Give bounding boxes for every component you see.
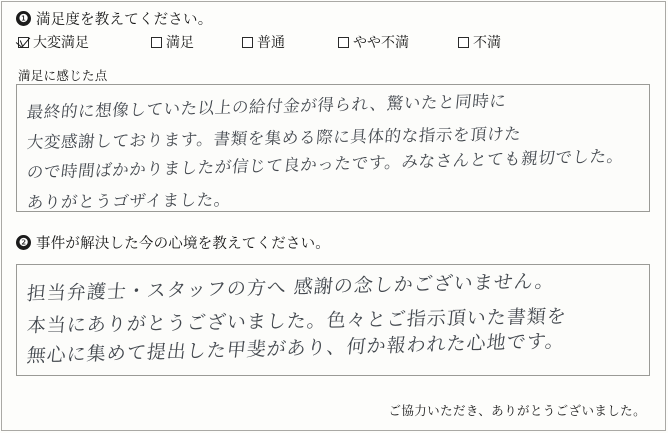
choice-label-dissatisfied: 不満 xyxy=(473,35,501,51)
question-2-number: ❷ xyxy=(16,235,31,250)
choice-option-somewhat-dissatisfied[interactable] xyxy=(338,32,409,52)
checkbox-dissatisfied[interactable] xyxy=(458,37,469,48)
question-1-heading xyxy=(16,8,212,29)
answer-box-question-2[interactable] xyxy=(16,264,650,376)
handwriting-line: 無心に集めて提出した甲斐があり、何か報われた心地です。 xyxy=(25,329,567,368)
checkbox-satisfied[interactable] xyxy=(151,37,162,48)
satisfaction-choice-group[interactable] xyxy=(18,32,648,54)
choice-option-satisfied[interactable] xyxy=(151,32,194,52)
question-1-number: ❶ xyxy=(16,11,31,26)
answer-box-question-1[interactable] xyxy=(16,84,650,212)
checkbox-neutral[interactable] xyxy=(242,37,253,48)
question-2-heading xyxy=(16,232,330,253)
handwriting-line: ので時間ばかかりましたが信じて良かったです。みなさんとても親切でした。 xyxy=(25,146,625,183)
choice-label-very-satisfied: 大変満足 xyxy=(33,35,89,51)
choice-label-somewhat-dissatisfied: やや不満 xyxy=(353,35,409,51)
choice-label-neutral: 普通 xyxy=(257,35,285,51)
footer-thank-you-note: ご協力いただき、ありがとうございました。 xyxy=(388,403,646,418)
choice-option-dissatisfied[interactable] xyxy=(458,32,501,52)
question-2-text: 事件が解決した今の心境を教えてください。 xyxy=(36,236,330,252)
choice-option-neutral[interactable] xyxy=(242,32,285,52)
handwriting-line: 本当にありがとうございました。色々とご指示頂いた書類を xyxy=(25,305,568,338)
question-1-text: 満足度を教えてください。 xyxy=(36,12,213,28)
choice-label-satisfied: 満足 xyxy=(166,35,194,51)
checkbox-somewhat-dissatisfied[interactable] xyxy=(338,37,349,48)
handwriting-line: ありがとうゴザイました。 xyxy=(26,190,232,213)
handwriting-line: 担当弁護士・スタッフの方へ 感謝の念しかございません。 xyxy=(25,270,556,306)
choice-option-very-satisfied[interactable] xyxy=(18,32,89,52)
handwriting-line: 大変感謝しております。書類を集める際に具体的な指示を頂けた xyxy=(26,124,523,153)
satisfaction-points-label: 満足に感じた点 xyxy=(18,68,108,83)
checkbox-very-satisfied[interactable] xyxy=(18,37,29,48)
handwriting-line: 最終的に想像していた以上の給付金が得られ、驚いたと同時に xyxy=(25,91,508,123)
